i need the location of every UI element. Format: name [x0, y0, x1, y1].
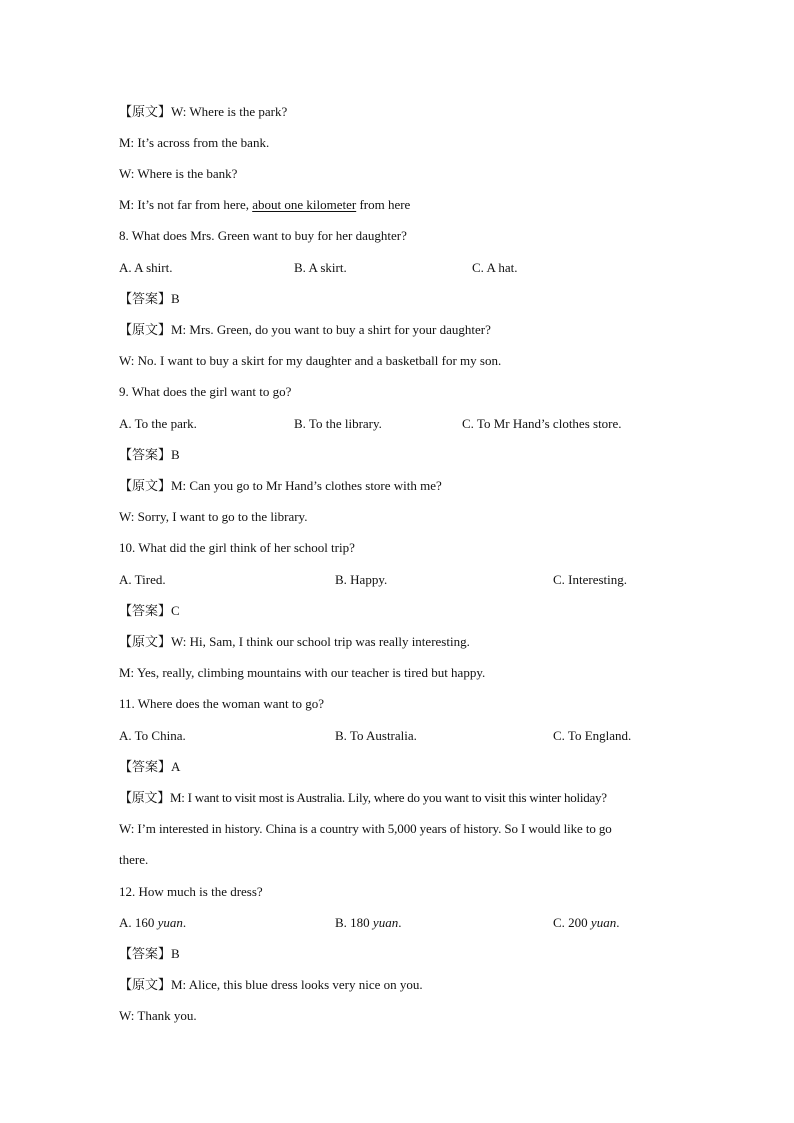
option-c: C. Interesting.: [553, 572, 628, 587]
question-10: 10. What did the girl think of her school trip?: [119, 540, 355, 555]
option-a: A. Tired.: [119, 572, 166, 587]
option-a: A. To China.: [119, 728, 186, 743]
option-b: B. To the library.: [294, 416, 382, 431]
option-b: B. Happy.: [335, 572, 388, 587]
transcript-line: 【原文】M: Alice, this blue dress looks very nice on you.: [119, 977, 423, 992]
currency-unit: yuan: [157, 915, 183, 930]
answer-line: 【答案】C: [119, 603, 180, 618]
option-c: C. To Mr Hand’s clothes store.: [462, 416, 622, 431]
question-9: 9. What does the girl want to go?: [119, 384, 292, 399]
transcript-line: W: No. I want to buy a skirt for my daughter and a basketball for my son.: [119, 353, 502, 368]
transcript-text: from here: [356, 197, 411, 212]
transcript-line: [119, 195, 410, 215]
punctuation: .: [398, 915, 402, 930]
transcript-line: W: Sorry, I want to go to the library.: [119, 509, 308, 524]
transcript-line: 【原文】M: Can you go to Mr Hand’s clothes store with me?: [119, 478, 442, 493]
option-label: B. 180: [335, 915, 373, 930]
transcript-line: 【原文】W: Hi, Sam, I think our school trip was really interesting.: [119, 634, 470, 649]
answer-line: 【答案】A: [119, 759, 181, 774]
punctuation: .: [182, 915, 187, 930]
option-b: B. To Australia.: [335, 728, 417, 743]
question-8: 8. What does Mrs. Green want to buy for her daughter?: [119, 228, 407, 243]
question-12: 12. How much is the dress?: [119, 884, 263, 899]
transcript-line: there.: [119, 852, 149, 867]
option-a: A. A shirt.: [119, 260, 173, 275]
option-a: [119, 913, 186, 933]
option-label: C. 200: [553, 915, 591, 930]
option-c: C. A hat.: [472, 260, 518, 275]
answer-line: 【答案】B: [119, 291, 180, 306]
answer-line: 【答案】B: [119, 946, 180, 961]
transcript-line: 【原文】W: Where is the park?: [119, 104, 288, 119]
punctuation: .: [616, 915, 620, 930]
option-b: B. A skirt.: [294, 260, 347, 275]
transcript-line: 【原文】M: Mrs. Green, do you want to buy a shirt for your daughter?: [119, 322, 491, 337]
transcript-line: W: I’m interested in history. China is a country with 5,000 years of history. So I would like to go: [119, 821, 612, 836]
option-a: A. To the park.: [119, 416, 197, 431]
underlined-phrase: about one kilometer: [252, 197, 357, 212]
option-b: [335, 913, 401, 933]
question-11: 11. Where does the woman want to go?: [119, 696, 325, 711]
option-label: A. 160: [119, 915, 158, 930]
option-c: [553, 913, 619, 933]
transcript-line: W: Where is the bank?: [119, 166, 238, 181]
option-c: C. To England.: [553, 728, 632, 743]
currency-unit: yuan: [590, 915, 617, 930]
transcript-text: M: It’s not far from here,: [119, 197, 253, 212]
transcript-line: M: Yes, really, climbing mountains with our teacher is tired but happy.: [119, 665, 486, 680]
currency-unit: yuan: [372, 915, 399, 930]
answer-line: 【答案】B: [119, 447, 180, 462]
transcript-line: M: It’s across from the bank.: [119, 135, 270, 150]
transcript-line: W: Thank you.: [119, 1008, 197, 1023]
transcript-line: 【原文】M: I want to visit most is Australia. Lily, where do you want to visit this winter holiday?: [119, 790, 607, 805]
